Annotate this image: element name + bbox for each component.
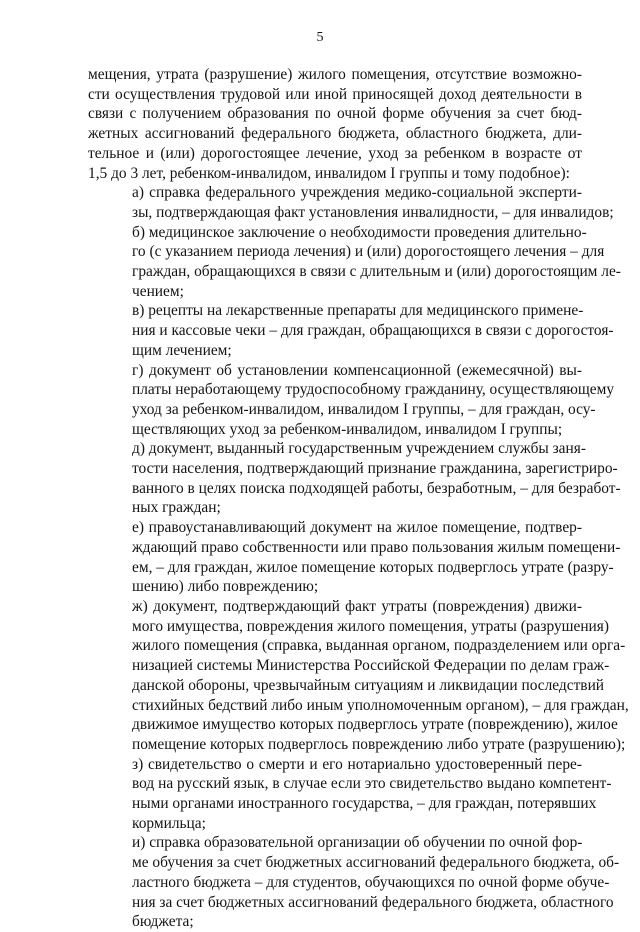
text-line: тельное и (или) дорогостоящее лечение, уход за ребенком в возрасте от: [88, 144, 582, 162]
text-line: кормильца;: [132, 814, 206, 832]
text-line: ществляющих уход за ребенком-инвалидом, инвалидом I группы;: [132, 420, 563, 438]
text-line: ния за счет бюджетных ассигнований федерального бюджета, областного: [132, 893, 614, 911]
text-line: связи с получением образования по очной форме обучения за счет бюд-: [88, 105, 582, 123]
text-line: жетных ассигнований федерального бюджета, областного бюджета, дли-: [88, 125, 582, 143]
text-line: платы неработающему трудоспособному гражданину, осуществляющему: [132, 381, 615, 399]
text-line: помещение которых подверглось повреждению либо утрате (разрушению);: [132, 735, 626, 753]
text-line: мого имущества, повреждения жилого помещения, утраты (разрушения): [132, 617, 609, 635]
text-line: ния и кассовые чеки – для граждан, обращающихся в связи с дорогостоя-: [132, 322, 614, 340]
text-line: стихийных бедствий либо иным уполномоченным органом), – для граждан,: [132, 696, 629, 714]
paragraph-item-b: [88, 223, 621, 302]
text-line: бюджета;: [132, 913, 194, 931]
document-body: [88, 65, 629, 932]
text-line: и) справка образовательной организации об обучении по очной фор-: [132, 834, 583, 852]
text-line: тости населения, подтверждающий признание гражданина, зарегистриро-: [132, 460, 618, 478]
text-line: шению) либо повреждению;: [132, 578, 319, 596]
text-line: го (с указанием периода лечения) и (или) дорогостоящего лечения – для: [132, 243, 605, 261]
text-line: мещения, утрата (разрушение) жилого помещения, отсутствие возможно-: [88, 66, 582, 83]
text-line: жилого помещения (справка, выданная органом, подразделением или орга-: [132, 637, 626, 655]
paragraph-intro: [88, 65, 582, 183]
text-line: в) рецепты на лекарственные препараты для медицинского примене-: [132, 302, 584, 320]
paragraph-item-d: [88, 439, 621, 518]
text-line: низацией системы Министерства Российской Федерации по делам граж-: [132, 657, 610, 675]
text-line: ждающий право собственности или право пользования жилым помещени-: [132, 538, 621, 556]
text-line: ж) документ, подтверждающий факт утраты (повреждения) движи-: [132, 597, 582, 615]
text-line: ластного бюджета – для студентов, обучающихся по очной форме обуче-: [132, 873, 610, 891]
text-line: г) документ об установлении компенсационной (ежемесячной) вы-: [132, 361, 582, 379]
text-line: движимое имущество которых подверглось утрате (повреждению), жилое: [132, 716, 618, 734]
text-line: ванного в целях поиска подходящей работы, безработным, – для безработ-: [132, 479, 621, 497]
text-line: 1,5 до 3 лет, ребенком-инвалидом, инвалидом I группы и тому подобное):: [88, 164, 570, 182]
text-line: а) справка федерального учреждения медико-социальной эксперти-: [132, 184, 582, 202]
paragraph-item-e: [88, 518, 621, 597]
paragraph-item-g: [88, 361, 615, 440]
text-line: граждан, обращающихся в связи с длительным и (или) дорогостоящим ле-: [132, 263, 621, 281]
text-line: ме обучения за счет бюджетных ассигнований федерального бюджета, об-: [132, 854, 620, 872]
text-line: вод на русский язык, в случае если это свидетельство выдано компетент-: [132, 775, 612, 793]
text-line: б) медицинское заключение о необходимости проведения длительно-: [132, 223, 587, 241]
paragraph-item-zh: [88, 597, 629, 755]
text-line: щим лечением;: [132, 341, 232, 359]
text-line: чением;: [132, 282, 184, 300]
text-line: зы, подтверждающая факт установления инвалидности, – для инвалидов;: [132, 203, 614, 221]
text-line: з) свидетельство о смерти и его нотариально удостоверенный пере-: [132, 755, 582, 773]
text-line: д) документ, выданный государственным учреждением службы заня-: [132, 440, 586, 458]
text-line: ных граждан;: [132, 499, 221, 517]
paragraph-item-i: [88, 833, 620, 932]
paragraph-item-v: [88, 301, 614, 360]
text-line: данской обороны, чрезвычайным ситуациям и ликвидации последствий: [132, 676, 605, 694]
text-line: сти осуществления трудовой или иной приносящей доход деятельности в: [88, 85, 582, 103]
text-line: ем, – для граждан, жилое помещение которых подверглось утрате (разру-: [132, 558, 614, 576]
paragraph-item-z: [88, 755, 612, 834]
paragraph-item-a: [88, 183, 614, 222]
text-line: уход за ребенком-инвалидом, инвалидом I группы, – для граждан, осу-: [132, 400, 596, 418]
page-number: 5: [316, 30, 324, 45]
text-line: ными органами иностранного государства, – для граждан, потерявших: [132, 795, 597, 813]
text-line: е) правоустанавливающий документ на жилое помещение, подтвер-: [132, 519, 582, 537]
